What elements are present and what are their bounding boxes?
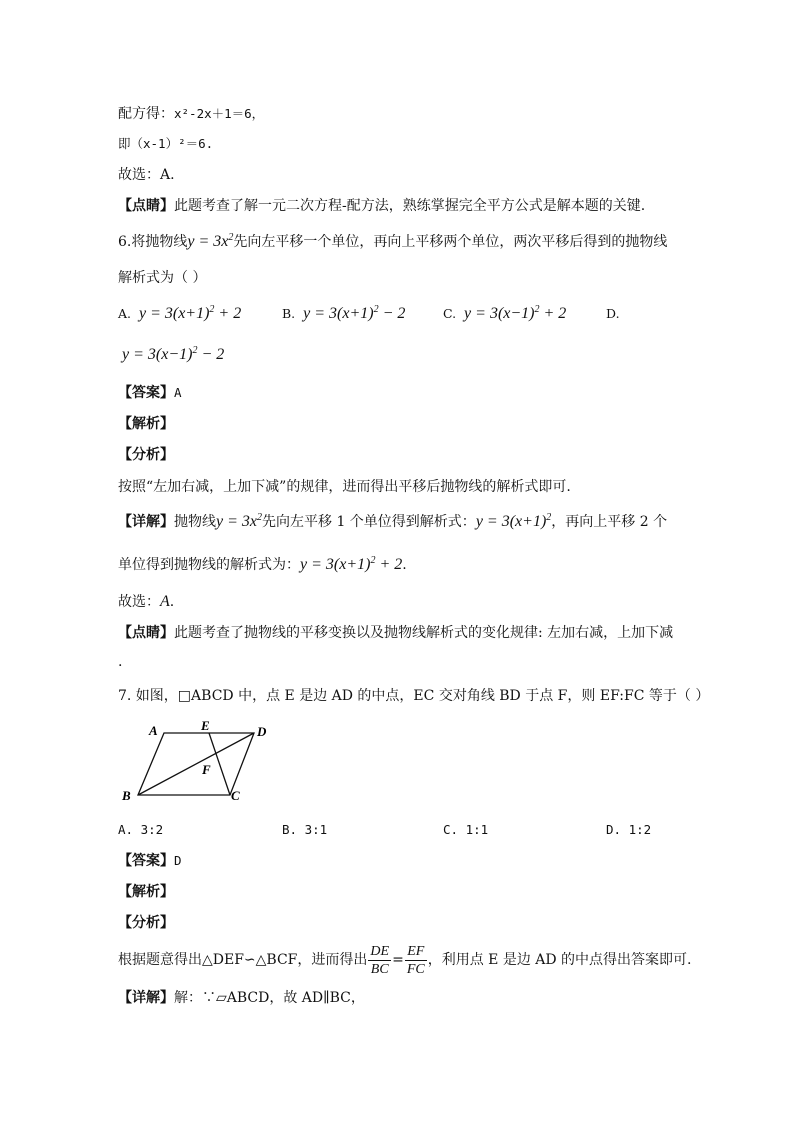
q6-option-b-expr: $y = 3(x+1)^2 - 2$ [303,304,406,322]
label-c: C [231,788,240,803]
parallelogram-figure [115,716,280,808]
q6-stem-start: 6.将抛物线 [118,234,188,250]
q6-dianjing: 【点睛】此题考查了抛物线的平移变换以及抛物线解析式的变化规律: 左加右减，上加下减 [118,625,674,641]
label-a: A [149,723,158,738]
q6-detail-expr-1: $y = 3(x+1)^2$ [475,512,552,530]
q6-stem-line-1 [118,232,667,252]
q6-fenxi-text: 按照“左加右减，上加下减”的规律，进而得出平移后抛物线的解析式即可. [118,479,571,495]
q7-stem: 7. 如图，□ABCD 中，点 E 是边 AD 的中点，EC 交对角线 BD 于点 F，则 EF:FC 等于（ ） [118,688,710,704]
q6-fenxi-tag: 【分析】 [118,447,174,463]
q7-fenxi-text: 根据题意得出△DEF∽△BCF，进而得出 $\frac{DE}{BC}$ = $\frac{EF}{FC}$ ，利用点 E 是边 AD 的中点得出答案即可. [118,943,692,977]
q6-stem-line-2: 解析式为（ ） [118,270,207,286]
q6-stem-rest: 先向左平移一个单位，再向上平移两个单位，两次平移后得到的抛物线 [233,234,668,250]
q7-detail: 【详解】解：∵▱ABCD，故 AD∥BC， [118,990,365,1006]
q7-fenxi-tag: 【分析】 [118,915,174,931]
q6-option-d-label: D. [606,306,620,321]
q6-detail-line-2: 单位得到抛物线的解析式为：$y = 3(x+1)^2 + 2$. [118,555,407,573]
label-f: F [202,762,211,777]
dianjing-line-1 [118,196,645,216]
fraction-ef-fc: $\frac{EF}{FC}$ [406,943,425,977]
solution-line-1 [118,104,264,124]
q6-choose: 故选：A. [118,593,175,610]
line-1-expr: x²-2x＋1＝6， [174,106,265,121]
q7-answer: 【答案】D [118,853,182,869]
q6-option-a: A. $y = 3(x+1)^2 + 2$ [118,304,242,322]
q6-option-c-expr: $y = 3(x-1)^2 + 2$ [464,304,567,322]
label-b: B [122,788,131,803]
dianjing-text: 此题考查了解一元二次方程-配方法，熟练掌握完全平方公式是解本题的关键. [174,198,646,214]
line-1-prefix: 配方得： [118,106,174,122]
q6-dianjing-tail: . [118,654,123,670]
line-3-text: 故选：A. [118,167,175,183]
q7-option-d: D. 1:2 [606,822,652,837]
solution-line-3 [118,165,175,185]
q6-option-b: B. $y = 3(x+1)^2 - 2$ [282,304,406,322]
q7-option-c: C. 1:1 [443,822,489,837]
label-d: D [257,724,267,739]
q6-option-d-expr: $y = 3(x-1)^2 - 2$ [122,345,225,363]
q6-analysis-tag: 【解析】 [118,416,174,432]
line-2-expr: ²＝6. [178,136,214,151]
q7-option-a: A. 3:2 [118,822,164,837]
q6-stem-func: $y = 3x^2$ [187,232,234,250]
fraction-de-bc: $\frac{DE}{BC}$ [370,943,390,977]
line-2-prefix: 即（x-1） [118,136,179,151]
q6-detail-line-1: 【详解】抛物线$y = 3x^2$先向左平移 1 个单位得到解析式：$y = 3(x+1)^2$，再向上平移 2 个 [118,512,668,530]
diagonal-bd [138,733,254,795]
q6-option-c: C. $y = 3(x-1)^2 + 2$ [443,304,567,322]
q6-detail-expr-2: $y = 3(x+1)^2 + 2$ [300,555,403,573]
solution-line-2 [118,134,213,154]
q7-option-b: B. 3:1 [282,822,328,837]
q7-analysis-tag: 【解析】 [118,884,174,900]
label-e: E [201,718,210,733]
q6-option-a-expr: $y = 3(x+1)^2 + 2$ [138,304,242,322]
q6-answer: 【答案】A [118,385,182,401]
dianjing-tag: 【点睛】 [118,198,174,214]
segment-ec [209,733,230,795]
